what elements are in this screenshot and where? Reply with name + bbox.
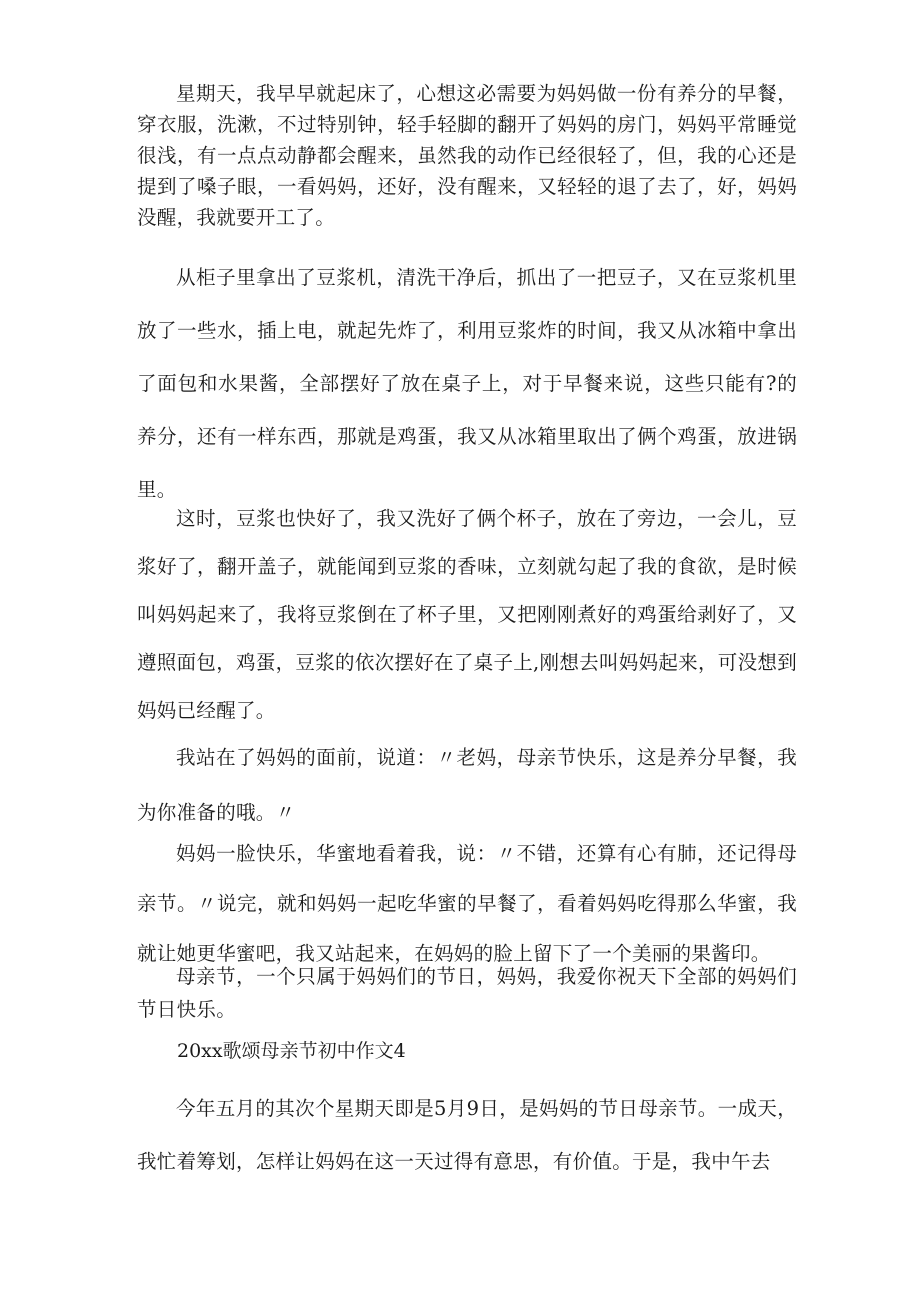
paragraph-mom-response: 妈妈一脸快乐，华蜜地看着我，说：〃不错，还算有心有肺，还记得母亲节。〃说完，就和妈妈一起吃华蜜的早餐了，看着妈妈吃得那么华蜜，我就让她更华蜜吧，我又站起来，在妈妈的脸上留下了一个美丽的果酱印。 — [137, 842, 797, 965]
paragraph-closing: 母亲节，一个只属于妈妈们的节日，妈妈，我爱你祝天下全部的妈妈们节日快乐。 — [137, 965, 797, 1021]
paragraph-greeting: 我站在了妈妈的面前，说道：〃老妈，母亲节快乐，这是养分早餐，我为你准备的哦。〃 — [137, 746, 797, 824]
paragraph-essay-4-start: 今年五月的其次个星期天即是5月9日，是妈妈的节日母亲节。一成天，我忙着筹划，怎样让妈妈在这一天过得有意思，有价值。于是，我中午去 — [137, 1097, 797, 1173]
paragraph-soymilk-ready: 这时，豆浆也快好了，我又洗好了俩个杯子，放在了旁边，一会儿，豆浆好了，翻开盖子，就能闻到豆浆的香味，立刻就勾起了我的食欲，是时候叫妈妈起来了，我将豆浆倒在了杯子里，又把刚刚煮好的鸡蛋给剥好了，又遵照面包，鸡蛋，豆浆的依次摆好在了桌子上,刚想去叫妈妈起来，可没想到妈妈已经醒了。 — [137, 507, 797, 722]
paragraph-soymilk-machine: 从柜子里拿出了豆浆机，清洗干净后，抓出了一把豆子，又在豆浆机里放了一些水，插上电，就起先炸了，利用豆浆炸的时间，我又从冰箱中拿出了面包和水果酱，全部摆好了放在桌子上，对于早餐来说，这些只能有?的养分，还有一样东西，那就是鸡蛋，我又从冰箱里取出了俩个鸡蛋，放进锅里。 — [137, 266, 797, 501]
paragraph-breakfast-prep: 星期天，我早早就起床了，心想这必需要为妈妈做一份有养分的早餐，穿衣服，洗漱，不过特别钟，轻手轻脚的翻开了妈妈的房门，妈妈平常睡觉很浅，有一点点动静都会醒来，虽然我的动作已经很轻了，但，我的心还是提到了嗓子眼，一看妈妈，还好，没有醒来，又轻轻的退了去了，好，妈妈没醒，我就要开工了。 — [137, 82, 797, 229]
essay-heading: 20xx歌颂母亲节初中作文4 — [177, 1040, 406, 1062]
